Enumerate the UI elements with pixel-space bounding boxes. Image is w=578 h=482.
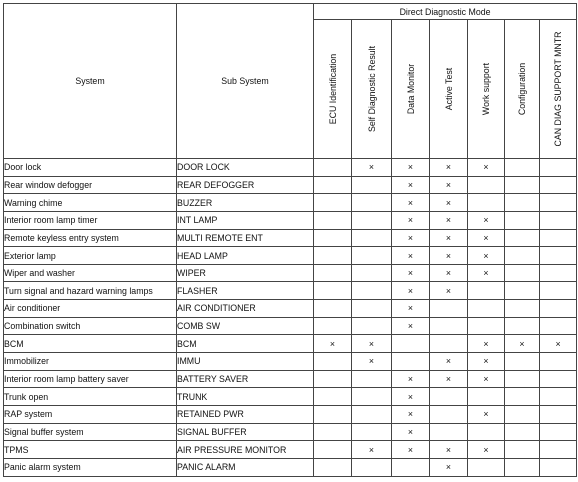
mode-mark-cell bbox=[505, 229, 540, 247]
mode-mark-cell bbox=[352, 370, 392, 388]
mode-mark-cell bbox=[352, 264, 392, 282]
mode-mark-cell bbox=[352, 458, 392, 476]
mode-mark-cell: × bbox=[392, 194, 430, 212]
system-cell: BCM bbox=[4, 335, 177, 353]
table-row bbox=[4, 405, 577, 423]
mode-mark-cell bbox=[540, 317, 577, 335]
mode-mark-cell: × bbox=[392, 300, 430, 318]
sub-system-cell: BUZZER bbox=[177, 194, 314, 212]
mode-mark-cell bbox=[314, 405, 352, 423]
mode-mark-cell bbox=[314, 441, 352, 459]
mode-mark-cell bbox=[505, 194, 540, 212]
mode-mark-cell: × bbox=[468, 335, 505, 353]
mode-mark-cell bbox=[352, 388, 392, 406]
mode-header-configuration bbox=[505, 20, 540, 159]
mode-mark-cell: × bbox=[352, 159, 392, 177]
mode-mark-cell bbox=[352, 211, 392, 229]
system-cell: Turn signal and hazard warning lamps bbox=[4, 282, 177, 300]
mode-mark-cell: × bbox=[352, 441, 392, 459]
mode-mark-cell bbox=[430, 405, 468, 423]
mode-mark-cell bbox=[314, 458, 352, 476]
mode-mark-cell bbox=[505, 300, 540, 318]
mode-mark-cell bbox=[352, 194, 392, 212]
mode-mark-cell: × bbox=[430, 211, 468, 229]
mode-header-label: CAN DIAG SUPPORT MNTR bbox=[553, 31, 564, 147]
mode-header-self-diagnostic-result bbox=[352, 20, 392, 159]
mode-mark-cell: × bbox=[430, 159, 468, 177]
mode-mark-cell bbox=[430, 317, 468, 335]
mode-mark-cell bbox=[540, 370, 577, 388]
mode-mark-cell: × bbox=[392, 211, 430, 229]
table-row bbox=[4, 282, 577, 300]
table-row bbox=[4, 247, 577, 265]
sub-system-cell: FLASHER bbox=[177, 282, 314, 300]
mode-mark-cell: × bbox=[430, 441, 468, 459]
sub-system-cell: BCM bbox=[177, 335, 314, 353]
mode-mark-cell bbox=[505, 247, 540, 265]
mode-mark-cell: × bbox=[352, 335, 392, 353]
mode-mark-cell bbox=[392, 353, 430, 371]
mode-header-label: Self Diagnostic Result bbox=[366, 45, 377, 133]
mode-mark-cell bbox=[505, 264, 540, 282]
mode-mark-cell bbox=[505, 211, 540, 229]
table-row bbox=[4, 423, 577, 441]
mode-mark-cell: × bbox=[392, 405, 430, 423]
sub-system-cell: HEAD LAMP bbox=[177, 247, 314, 265]
mode-mark-cell bbox=[505, 282, 540, 300]
mode-mark-cell bbox=[352, 282, 392, 300]
mode-mark-cell bbox=[314, 194, 352, 212]
mode-mark-cell: × bbox=[468, 353, 505, 371]
sub-system-cell: REAR DEFOGGER bbox=[177, 176, 314, 194]
mode-header-active-test bbox=[430, 20, 468, 159]
sub-system-cell: AIR PRESSURE MONITOR bbox=[177, 441, 314, 459]
mode-mark-cell bbox=[505, 441, 540, 459]
mode-header-can-diag-support-mntr bbox=[540, 20, 577, 159]
mode-mark-cell bbox=[468, 282, 505, 300]
table-row bbox=[4, 264, 577, 282]
sub-system-cell: BATTERY SAVER bbox=[177, 370, 314, 388]
mode-header-label: Configuration bbox=[517, 62, 527, 116]
mode-mark-cell: × bbox=[352, 353, 392, 371]
mode-mark-cell bbox=[314, 264, 352, 282]
mode-mark-cell bbox=[505, 317, 540, 335]
mode-mark-cell: × bbox=[392, 159, 430, 177]
mode-mark-cell: × bbox=[392, 317, 430, 335]
mode-mark-cell bbox=[468, 300, 505, 318]
mode-mark-cell bbox=[314, 300, 352, 318]
mode-mark-cell bbox=[540, 388, 577, 406]
mode-mark-cell bbox=[505, 423, 540, 441]
table-row bbox=[4, 388, 577, 406]
mode-mark-cell bbox=[352, 317, 392, 335]
sub-system-cell: TRUNK bbox=[177, 388, 314, 406]
system-cell: Signal buffer system bbox=[4, 423, 177, 441]
mode-mark-cell: × bbox=[468, 211, 505, 229]
mode-mark-cell bbox=[540, 159, 577, 177]
mode-mark-cell: × bbox=[392, 423, 430, 441]
system-cell: Wiper and washer bbox=[4, 264, 177, 282]
sub-system-cell: PANIC ALARM bbox=[177, 458, 314, 476]
mode-header-label: Data Monitor bbox=[405, 63, 416, 115]
sub-system-cell: INT LAMP bbox=[177, 211, 314, 229]
system-cell: Warning chime bbox=[4, 194, 177, 212]
mode-mark-cell: × bbox=[392, 247, 430, 265]
mode-mark-cell bbox=[468, 194, 505, 212]
mode-mark-cell bbox=[540, 247, 577, 265]
mode-header-data-monitor bbox=[392, 20, 430, 159]
table-row bbox=[4, 317, 577, 335]
mode-mark-cell bbox=[314, 423, 352, 441]
mode-mark-cell bbox=[430, 300, 468, 318]
mode-mark-cell: × bbox=[430, 247, 468, 265]
sub-system-cell: COMB SW bbox=[177, 317, 314, 335]
mode-mark-cell: × bbox=[468, 405, 505, 423]
system-column-header: System bbox=[4, 4, 177, 159]
system-cell: Interior room lamp battery saver bbox=[4, 370, 177, 388]
sub-system-column-header: Sub System bbox=[177, 4, 314, 159]
mode-mark-cell bbox=[540, 405, 577, 423]
mode-mark-cell bbox=[392, 458, 430, 476]
table-row bbox=[4, 441, 577, 459]
mode-mark-cell bbox=[468, 176, 505, 194]
mode-mark-cell bbox=[540, 353, 577, 371]
mode-mark-cell bbox=[468, 458, 505, 476]
mode-mark-cell bbox=[505, 159, 540, 177]
mode-mark-cell bbox=[540, 229, 577, 247]
mode-mark-cell bbox=[430, 423, 468, 441]
mode-mark-cell bbox=[314, 229, 352, 247]
mode-mark-cell bbox=[314, 176, 352, 194]
sub-system-cell: IMMU bbox=[177, 353, 314, 371]
mode-header-label: Work support bbox=[481, 62, 491, 116]
system-cell: Interior room lamp timer bbox=[4, 211, 177, 229]
mode-mark-cell: × bbox=[430, 353, 468, 371]
system-cell: TPMS bbox=[4, 441, 177, 459]
mode-mark-cell bbox=[505, 353, 540, 371]
mode-header-ecu-identification bbox=[314, 20, 352, 159]
table-body bbox=[4, 159, 577, 477]
mode-mark-cell: × bbox=[505, 335, 540, 353]
system-cell: Remote keyless entry system bbox=[4, 229, 177, 247]
sub-system-cell: SIGNAL BUFFER bbox=[177, 423, 314, 441]
mode-mark-cell bbox=[314, 282, 352, 300]
table-row bbox=[4, 159, 577, 177]
system-cell: Panic alarm system bbox=[4, 458, 177, 476]
mode-header-label: Active Test bbox=[443, 67, 454, 111]
mode-mark-cell bbox=[430, 388, 468, 406]
mode-mark-cell: × bbox=[468, 264, 505, 282]
table-row bbox=[4, 176, 577, 194]
mode-mark-cell: × bbox=[392, 176, 430, 194]
direct-diagnostic-mode-header: Direct Diagnostic Mode bbox=[314, 4, 577, 20]
system-cell: Immobilizer bbox=[4, 353, 177, 371]
mode-mark-cell bbox=[314, 211, 352, 229]
mode-mark-cell bbox=[540, 211, 577, 229]
table-row bbox=[4, 194, 577, 212]
mode-mark-cell bbox=[540, 441, 577, 459]
mode-mark-cell: × bbox=[430, 282, 468, 300]
mode-mark-cell bbox=[540, 264, 577, 282]
table-row bbox=[4, 458, 577, 476]
mode-mark-cell bbox=[540, 458, 577, 476]
mode-mark-cell bbox=[314, 370, 352, 388]
mode-mark-cell bbox=[352, 405, 392, 423]
system-cell: Air conditioner bbox=[4, 300, 177, 318]
sub-system-cell: MULTI REMOTE ENT bbox=[177, 229, 314, 247]
mode-mark-cell bbox=[540, 176, 577, 194]
mode-mark-cell bbox=[314, 317, 352, 335]
system-cell: Door lock bbox=[4, 159, 177, 177]
system-cell: Rear window defogger bbox=[4, 176, 177, 194]
mode-mark-cell bbox=[430, 335, 468, 353]
mode-mark-cell: × bbox=[392, 282, 430, 300]
mode-mark-cell: × bbox=[392, 370, 430, 388]
mode-mark-cell bbox=[314, 247, 352, 265]
sub-system-cell: DOOR LOCK bbox=[177, 159, 314, 177]
mode-mark-cell: × bbox=[392, 441, 430, 459]
mode-mark-cell bbox=[352, 247, 392, 265]
mode-mark-cell: × bbox=[540, 335, 577, 353]
sub-system-cell: WIPER bbox=[177, 264, 314, 282]
mode-mark-cell bbox=[352, 300, 392, 318]
sub-system-cell: RETAINED PWR bbox=[177, 405, 314, 423]
table-row bbox=[4, 370, 577, 388]
mode-mark-cell bbox=[314, 353, 352, 371]
mode-mark-cell: × bbox=[430, 458, 468, 476]
mode-mark-cell: × bbox=[468, 441, 505, 459]
system-cell: Exterior lamp bbox=[4, 247, 177, 265]
diagnostic-mode-table bbox=[3, 3, 577, 477]
mode-mark-cell: × bbox=[430, 370, 468, 388]
mode-mark-cell bbox=[468, 388, 505, 406]
mode-mark-cell bbox=[468, 423, 505, 441]
mode-mark-cell bbox=[540, 300, 577, 318]
mode-mark-cell bbox=[540, 282, 577, 300]
table-row bbox=[4, 335, 577, 353]
mode-mark-cell bbox=[314, 159, 352, 177]
sub-system-cell: AIR CONDITIONER bbox=[177, 300, 314, 318]
table-row bbox=[4, 211, 577, 229]
table-row bbox=[4, 229, 577, 247]
mode-mark-cell: × bbox=[314, 335, 352, 353]
table-row bbox=[4, 300, 577, 318]
mode-mark-cell: × bbox=[430, 176, 468, 194]
mode-mark-cell bbox=[505, 176, 540, 194]
mode-mark-cell: × bbox=[468, 229, 505, 247]
mode-mark-cell bbox=[468, 317, 505, 335]
mode-mark-cell: × bbox=[468, 159, 505, 177]
mode-mark-cell bbox=[392, 335, 430, 353]
mode-header-work-support bbox=[468, 20, 505, 159]
mode-mark-cell bbox=[505, 388, 540, 406]
mode-mark-cell bbox=[540, 194, 577, 212]
mode-mark-cell: × bbox=[468, 370, 505, 388]
mode-mark-cell bbox=[505, 370, 540, 388]
mode-mark-cell: × bbox=[430, 264, 468, 282]
system-cell: Trunk open bbox=[4, 388, 177, 406]
mode-mark-cell bbox=[540, 423, 577, 441]
mode-mark-cell: × bbox=[430, 194, 468, 212]
mode-mark-cell: × bbox=[468, 247, 505, 265]
mode-mark-cell: × bbox=[392, 229, 430, 247]
table-row bbox=[4, 353, 577, 371]
mode-mark-cell: × bbox=[392, 264, 430, 282]
mode-mark-cell bbox=[352, 229, 392, 247]
mode-mark-cell bbox=[505, 405, 540, 423]
mode-mark-cell: × bbox=[392, 388, 430, 406]
mode-mark-cell bbox=[352, 176, 392, 194]
mode-mark-cell bbox=[505, 458, 540, 476]
mode-mark-cell bbox=[314, 388, 352, 406]
system-cell: Combination switch bbox=[4, 317, 177, 335]
mode-mark-cell bbox=[352, 423, 392, 441]
mode-mark-cell: × bbox=[430, 229, 468, 247]
system-cell: RAP system bbox=[4, 405, 177, 423]
mode-header-label: ECU Identification bbox=[327, 53, 338, 125]
